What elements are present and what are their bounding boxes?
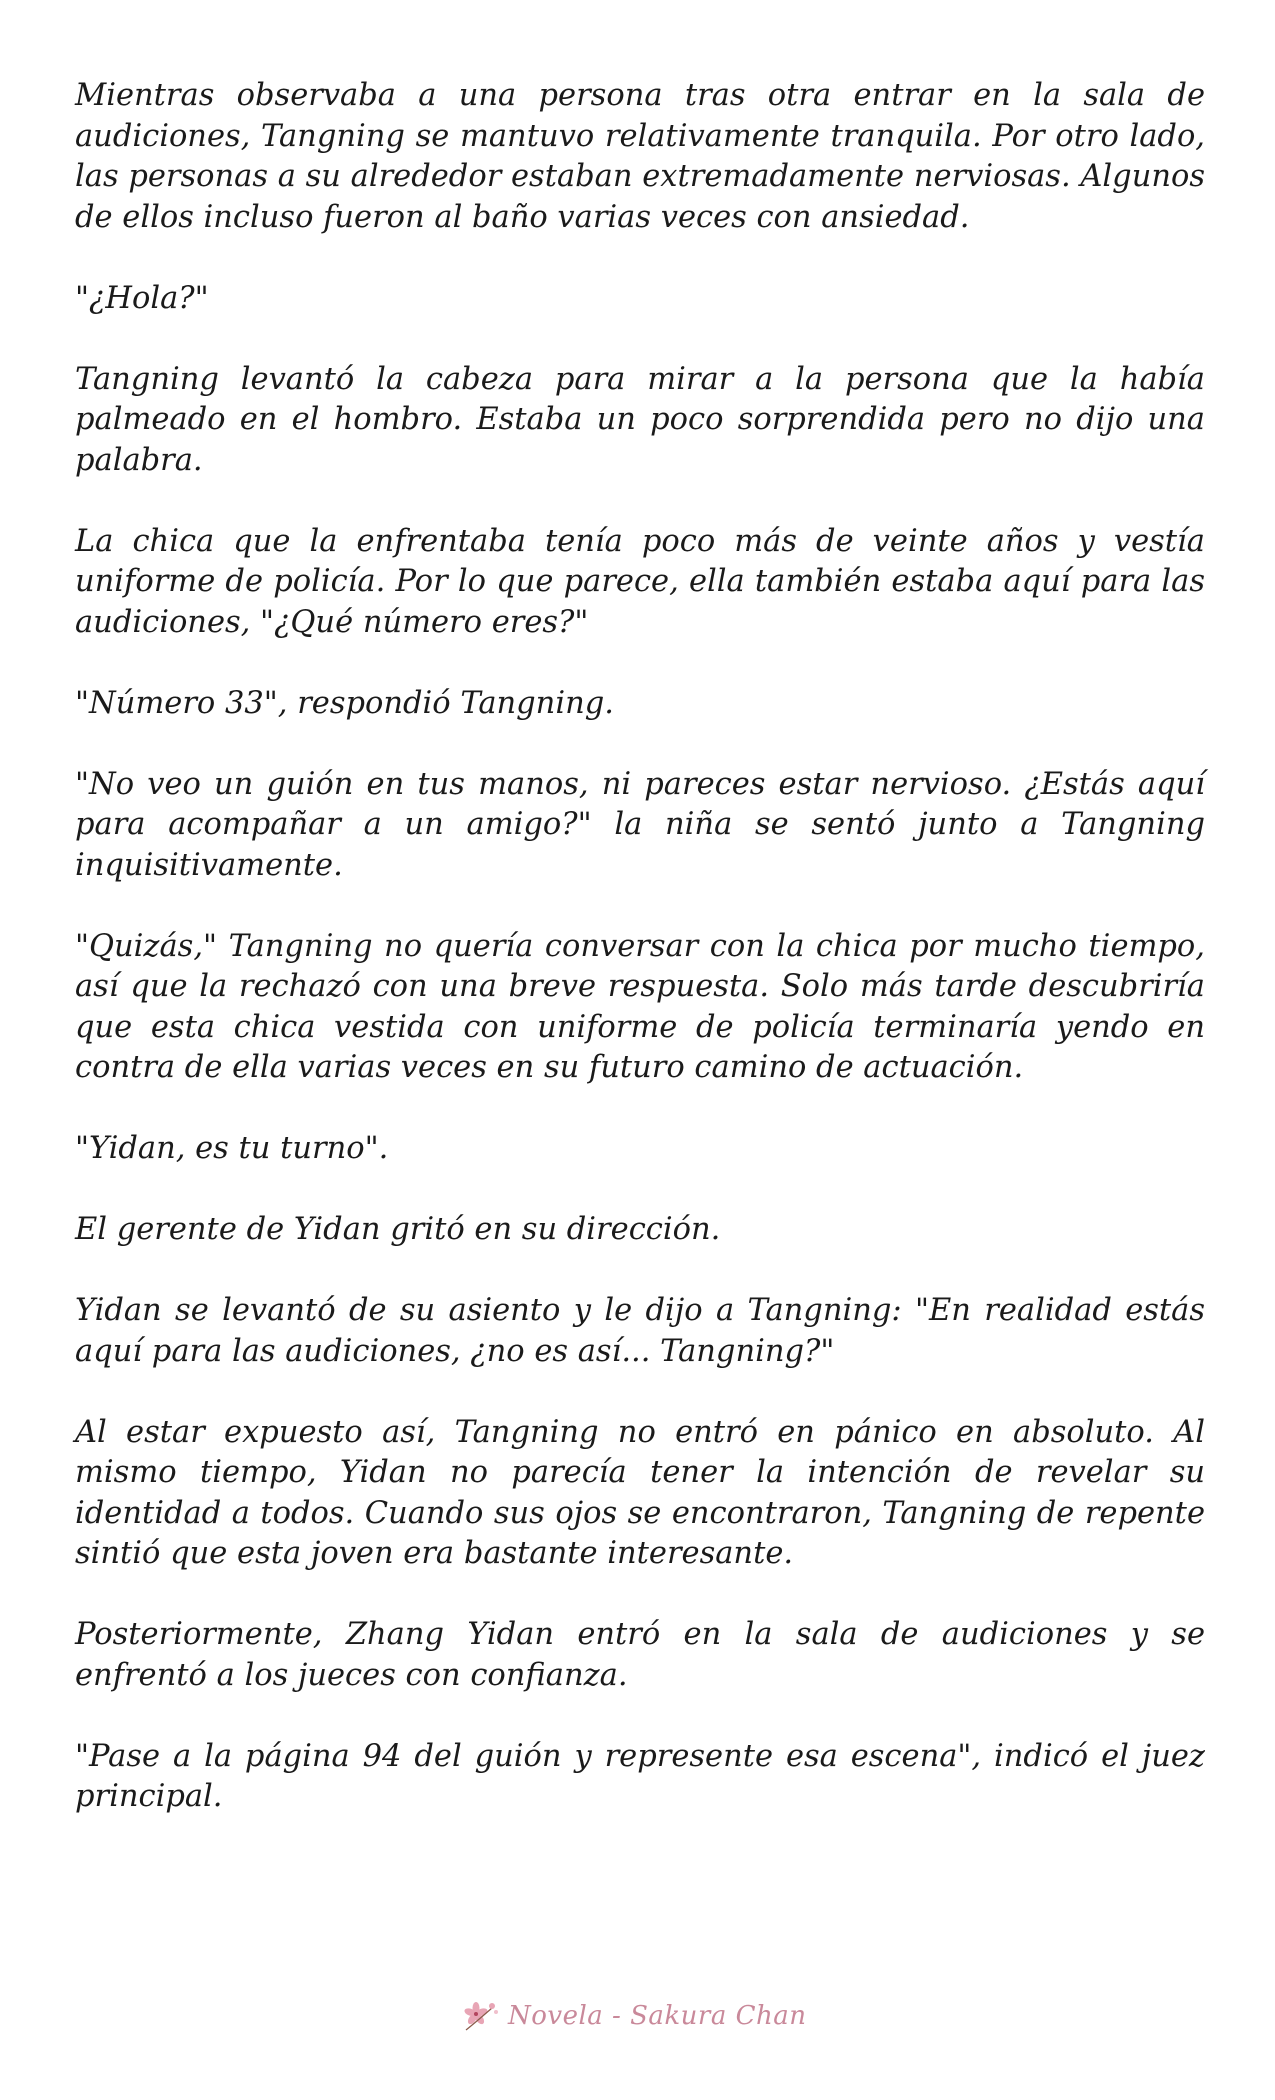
paragraph: "Número 33", respondió Tangning. [75, 685, 614, 721]
paragraph: La chica que la enfrentaba tenía poco más de veinte años y vestía uniforme de policía. Por lo que parece, ella también estaba aquí para las audiciones, "¿Qué número eres?" [75, 523, 1205, 640]
paragraph: Yidan se levantó de su asiento y le dijo a Tangning: "En realidad estás aquí para las audiciones, ¿no es así... Tangning?" [75, 1293, 1205, 1369]
paragraph: El gerente de Yidan gritó en su dirección. [75, 1212, 721, 1247]
paragraph: Tangning levantó la cabeza para mirar a la persona que la había palmeado en el hombro. Estaba un poco sorprendida pero no dijo una palabra. [75, 361, 1205, 478]
watermark [462, 1994, 807, 2038]
paragraph: Mientras observaba a una persona tras otra entrar en la sala de audiciones, Tangning se mantuvo relativamente tranquila. Por otro lado, las personas a su alrededor estaban extremadamente nerviosas. Algunos de ellos incluso fueron al baño varias veces con ansiedad. [75, 78, 1205, 235]
paragraph: Posteriormente, Zhang Yidan entró en la sala de audiciones y se enfrentó a los jueces con confianza. [75, 1617, 1205, 1693]
paragraph: "No veo un guión en tus manos, ni pareces estar nervioso. ¿Estás aquí para acompañar a un amigo?" la niña se sentó junto a Tangning inquisitivamente. [75, 766, 1205, 883]
paragraph: "¿Hola?" [75, 280, 209, 316]
sakura-flower-icon [462, 1996, 502, 2036]
watermark-text: Novela - Sakura Chan [508, 2001, 807, 2031]
paragraph: "Pase a la página 94 del guión y represente esa escena", indicó el juez principal. [75, 1738, 1205, 1814]
paragraph: Al estar expuesto así, Tangning no entró en pánico en absoluto. Al mismo tiempo, Yidan no parecía tener la intención de revelar su identidad a todos. Cuando sus ojos se encontraron, Tangning de repente sintió que esta joven era bastante interesante. [75, 1414, 1205, 1571]
paragraph: "Yidan, es tu turno". [75, 1131, 389, 1166]
document-body [75, 76, 1205, 1858]
paragraph: "Quizás," Tangning no quería conversar con la chica por mucho tiempo, así que la rechazó con una breve respuesta. Solo más tarde descubriría que esta chica vestida con uniforme de policía terminaría yendo en contra de ella varias veces en su futuro camino de actuación. [75, 928, 1205, 1085]
